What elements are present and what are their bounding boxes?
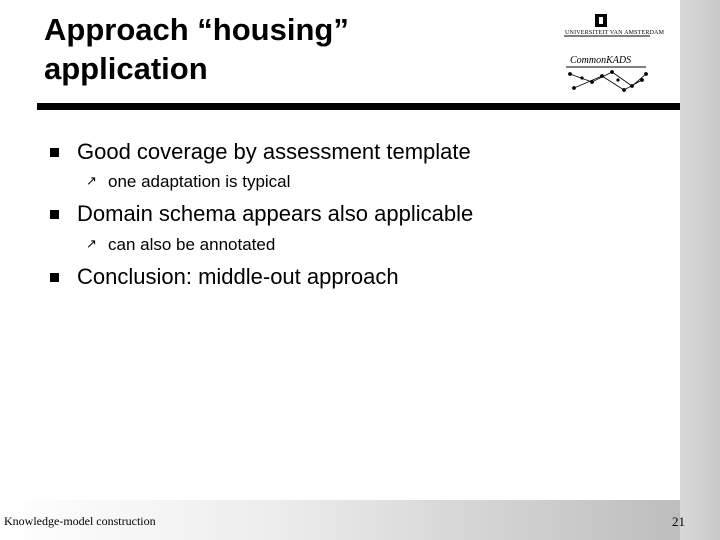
bullet-item: Good coverage by assessment template (77, 139, 471, 164)
title-rule (37, 103, 680, 110)
bullet-square-icon (50, 273, 59, 282)
bullet-square-icon (50, 148, 59, 157)
footer-label: Knowledge-model construction (4, 514, 156, 528)
sub-bullet-item: can also be annotated (108, 235, 276, 254)
sub-bullet-arrow-icon: ↗ (86, 236, 97, 251)
bullet-square-icon (50, 210, 59, 219)
commonkads-logo-text: CommonKADS (570, 55, 632, 66)
commonkads-network-icon (569, 71, 648, 92)
footer-bar (0, 500, 680, 540)
right-edge-shadow (680, 0, 720, 540)
title-line-1: Approach “housing” (44, 12, 349, 47)
sub-bullet-item: one adaptation is typical (108, 172, 291, 191)
slide-title (44, 10, 504, 88)
title-line-2: application (44, 51, 208, 86)
bullet-item: Domain schema appears also applicable (77, 201, 474, 226)
bullet-item: Conclusion: middle-out approach (77, 264, 399, 289)
sub-bullet-arrow-icon: ↗ (86, 173, 97, 188)
university-logo-text: UNIVERSITEIT VAN AMSTERDAM (565, 30, 665, 36)
page-number: 21 (672, 514, 685, 529)
